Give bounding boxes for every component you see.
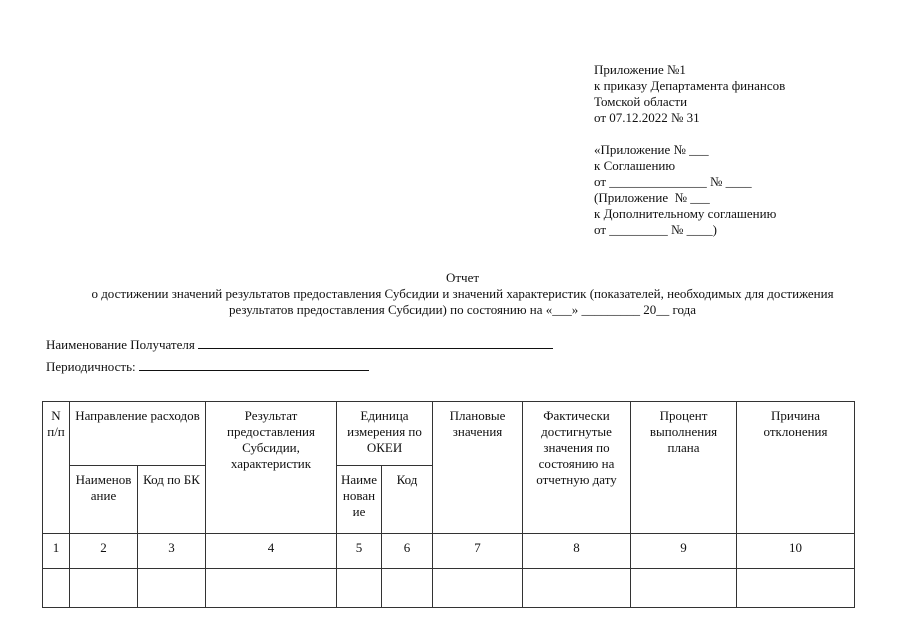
empty-cell[interactable] — [138, 569, 206, 608]
agreement-line: к Дополнительному соглашению — [594, 206, 777, 221]
column-numbers-row — [43, 534, 855, 569]
agreement-line: «Приложение № ___ — [594, 142, 709, 157]
recipient-blank-line[interactable] — [198, 336, 553, 349]
recipient-field — [46, 336, 553, 353]
column-number: 7 — [433, 534, 523, 569]
empty-cell[interactable] — [337, 569, 382, 608]
column-number: 9 — [631, 534, 737, 569]
header-reason: Причина отклонения — [737, 402, 855, 534]
header-planned: Плановые значения — [433, 402, 523, 534]
empty-cell[interactable] — [206, 569, 337, 608]
approval-block — [594, 62, 894, 238]
empty-data-row — [43, 569, 855, 608]
empty-cell[interactable] — [631, 569, 737, 608]
agreement-line: от _________ № ____) — [594, 222, 717, 237]
agreement-line: (Приложение № ___ — [594, 190, 710, 205]
title-line-3: результатов предоставления Субсидии) по состоянию на «___» _________ 20__ года — [228, 302, 697, 317]
empty-cell[interactable] — [433, 569, 523, 608]
header-result: Результат предоставления Субсидии, характеристик — [206, 402, 337, 534]
column-number: 6 — [382, 534, 433, 569]
column-number: 2 — [70, 534, 138, 569]
header-row-number: N п/п — [43, 402, 70, 534]
periodicity-label: Периодичность: — [46, 359, 139, 374]
agreement-line: к Соглашению — [594, 158, 676, 173]
empty-cell[interactable] — [70, 569, 138, 608]
header-percent: Процент выполнения плана — [631, 402, 737, 534]
header-actual: Фактически достигнутые значения по состоянию на отчетную дату — [523, 402, 631, 534]
empty-cell[interactable] — [523, 569, 631, 608]
empty-cell[interactable] — [737, 569, 855, 608]
column-number: 10 — [737, 534, 855, 569]
periodicity-blank-line[interactable] — [139, 358, 369, 371]
header-code-bk: Код по БК — [138, 466, 206, 534]
approval-line: Приложение №1 — [594, 62, 686, 77]
report-title — [40, 270, 885, 318]
recipient-label: Наименование Получателя — [46, 337, 199, 352]
title-line-2: о достижении значений результатов предоставления Субсидии и значений характеристик (показателей, необходимых для достижения — [91, 286, 834, 301]
agreement-line: от _______________ № ____ — [594, 174, 752, 189]
header-unit-name: Наиме нован ие — [337, 466, 382, 534]
header-unit-code: Код — [382, 466, 433, 534]
column-number: 1 — [43, 534, 70, 569]
report-table — [42, 401, 855, 608]
approval-line: к приказу Департамента финансов — [594, 78, 786, 93]
header-direction: Направление расходов — [70, 402, 206, 466]
approval-line: Томской области — [594, 94, 688, 109]
column-number: 5 — [337, 534, 382, 569]
periodicity-field — [46, 358, 369, 375]
title-line-1: Отчет — [445, 270, 480, 285]
empty-cell[interactable] — [382, 569, 433, 608]
header-name: Наименов ание — [70, 466, 138, 534]
column-number: 3 — [138, 534, 206, 569]
column-number: 4 — [206, 534, 337, 569]
column-number: 8 — [523, 534, 631, 569]
approval-line: от 07.12.2022 № 31 — [594, 110, 700, 125]
header-unit: Единица измерения по ОКЕИ — [337, 402, 433, 466]
empty-cell[interactable] — [43, 569, 70, 608]
